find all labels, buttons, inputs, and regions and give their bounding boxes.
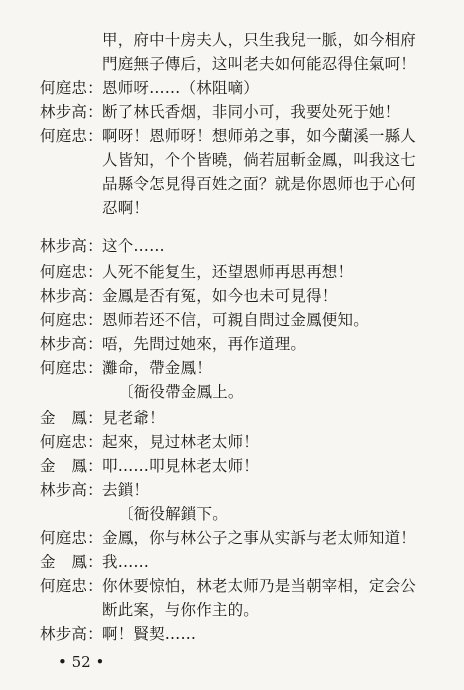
dialogue-text: 甲，府中十房夫人，只生我兒一脈，如今相府 bbox=[102, 31, 417, 49]
dialogue-text: 起來，見过林老太师！ bbox=[102, 433, 260, 451]
dialogue-text: 門庭無子傳后，这叫老夫如何能忍得住氣呵！ bbox=[102, 55, 417, 73]
speaker-label: 何庭忠： bbox=[40, 79, 103, 97]
dialogue-text: 品縣令怎見得百姓之面？就是你恩师也于心何 bbox=[102, 175, 417, 193]
speaker-label: 林步高： bbox=[40, 103, 103, 121]
speaker-label: 林步高： bbox=[40, 481, 103, 499]
dialogue-text: 叩……叩見林老太师！ bbox=[102, 457, 260, 475]
dialogue-text: 金鳳是否有冤，如今也未可見得！ bbox=[102, 287, 338, 305]
dialogue-text: 你休要惊怕，林老太师乃是当朝宰相，定会公 bbox=[102, 577, 417, 595]
dialogue-text: 人死不能复生，还望恩师再思再想！ bbox=[102, 263, 354, 281]
speaker-label: 何庭忠： bbox=[40, 529, 103, 547]
dialogue-text: 去鎖！ bbox=[102, 481, 150, 499]
stage-direction-text: 〔衙役帶金鳳上。 bbox=[118, 383, 244, 401]
dialogue-text: 人皆知，个个皆曉，倘若屈斬金鳳，叫我这七 bbox=[102, 151, 417, 169]
speaker-label: 何庭忠： bbox=[40, 263, 103, 281]
dialogue-text: 恩师若还不信，可親自問过金鳳便知。 bbox=[102, 311, 369, 329]
speaker-label: 林步高： bbox=[40, 237, 103, 255]
speaker-label: 金 鳳： bbox=[40, 553, 103, 571]
dialogue-text: 唔，先問过她來，再作道理。 bbox=[102, 335, 307, 353]
dialogue-text: 金鳳，你与林公子之事从实訴与老太师知道！ bbox=[102, 529, 417, 547]
speaker-label: 何庭忠： bbox=[40, 433, 103, 451]
dialogue-text: 断了林氏香烟，非同小可，我要处死于她！ bbox=[102, 103, 401, 121]
speaker-label: 金 鳳： bbox=[40, 457, 103, 475]
speaker-label: 何庭忠： bbox=[40, 577, 103, 595]
dialogue-text: 啊呀！恩师呀！想师弟之事，如今蘭溪一縣人 bbox=[102, 127, 417, 145]
speaker-label: 林步高： bbox=[40, 287, 103, 305]
speaker-label: 何庭忠： bbox=[40, 127, 103, 145]
dialogue-text: 灘命，帶金鳳！ bbox=[102, 359, 212, 377]
dialogue-text: 这个…… bbox=[102, 237, 165, 255]
stage-direction-text: 〔衙役解鎖下。 bbox=[118, 505, 228, 523]
dialogue-text: 恩师呀……（林阻嘀） bbox=[102, 79, 260, 97]
dialogue-text: 見老爺！ bbox=[102, 409, 165, 427]
page-number: • 52 • bbox=[58, 653, 105, 671]
speaker-label: 金 鳳： bbox=[40, 409, 103, 427]
speaker-label: 何庭忠： bbox=[40, 359, 103, 377]
dialogue-text: 忍啊！ bbox=[102, 199, 150, 217]
speaker-label: 林步高： bbox=[40, 625, 103, 643]
speaker-label: 林步高： bbox=[40, 335, 103, 353]
dialogue-text: 断此案，与你作主的。 bbox=[102, 601, 260, 619]
dialogue-text: 啊！賢契…… bbox=[102, 625, 197, 643]
dialogue-text: 我…… bbox=[102, 553, 150, 571]
speaker-label: 何庭忠： bbox=[40, 311, 103, 329]
